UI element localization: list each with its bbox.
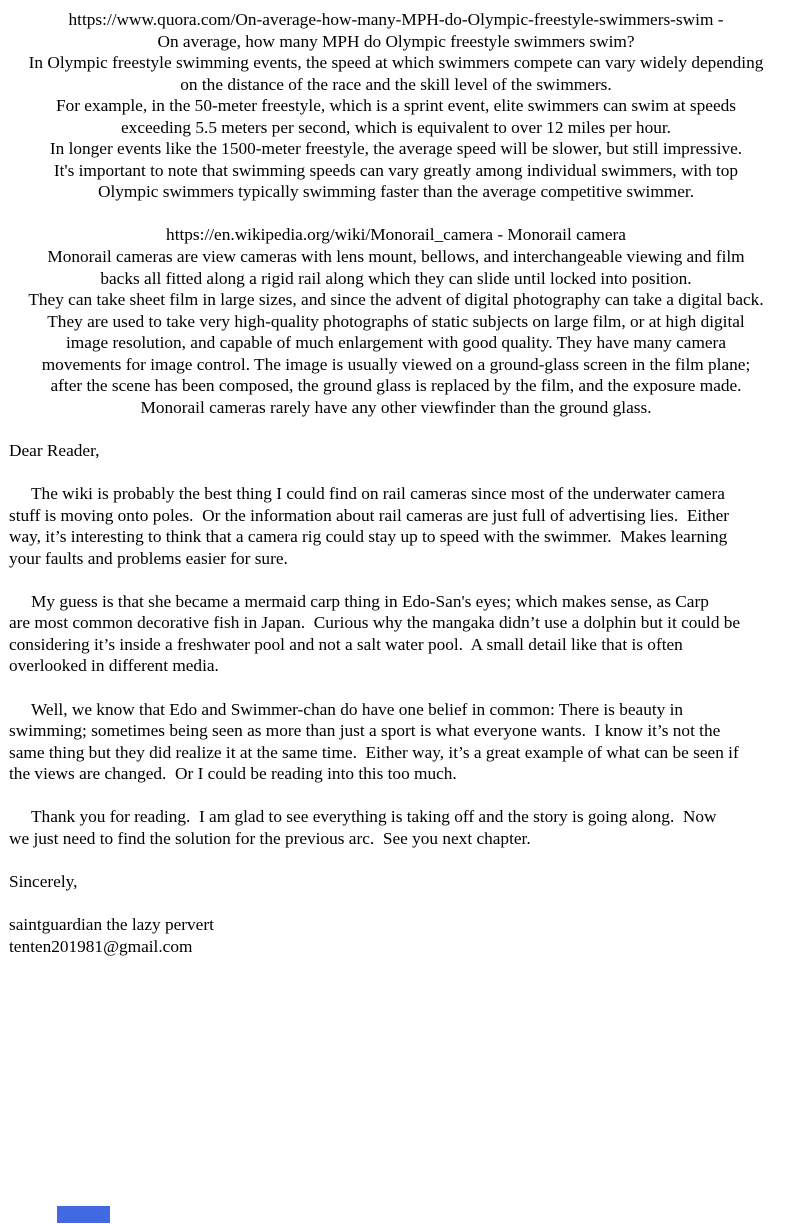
text-line: My guess is that she became a mermaid carp thing in Edo-San's eyes; which makes sense, as Carp	[31, 591, 709, 611]
text-line: Monorail cameras are view cameras with lens mount, bellows, and interchangeable viewing and film	[47, 247, 745, 267]
text-line: https://en.wikipedia.org/wiki/Monorail_camera - Monorail camera	[166, 225, 626, 245]
quora-excerpt-block	[9, 9, 783, 203]
wikipedia-excerpt-block	[9, 224, 783, 418]
closing: Sincerely,	[9, 871, 78, 891]
text-line: For example, in the 50-meter freestyle, which is a sprint event, elite swimmers can swim at speeds	[55, 96, 737, 116]
letter-paragraph-2	[9, 591, 783, 677]
text-line: On average, how many MPH do Olympic freestyle swimmers swim?	[157, 31, 635, 51]
text-line: They are used to take very high-quality photographs of static subjects on large film, or at high digital	[47, 311, 745, 331]
text-line: stuff is moving onto poles. Or the information about rail cameras are just full of advertising lies. Either	[9, 505, 730, 525]
signature-name: saintguardian the lazy pervert	[9, 914, 214, 934]
text-line: movements for image control. The image is usually viewed on a ground-glass screen in the film plane;	[41, 354, 751, 374]
letter-paragraph-3	[9, 699, 783, 785]
text-line: Monorail cameras rarely have any other viewfinder than the ground glass.	[140, 397, 652, 417]
text-line: https://www.quora.com/On-average-how-many-MPH-do-Olympic-freestyle-swimmers-swim -	[68, 10, 724, 29]
text-line: overlooked in different media.	[9, 656, 219, 676]
text-line: same thing but they did realize it at the same time. Either way, it’s a great example of what can be seen if	[9, 742, 739, 762]
text-line: on the distance of the race and the skill level of the swimmers.	[180, 74, 612, 94]
text-line: way, it’s interesting to think that a camera rig could stay up to speed with the swimmer. Makes learning	[9, 527, 728, 547]
text-line: your faults and problems easier for sure.	[9, 548, 288, 568]
text-line: the views are changed. Or I could be reading into this too much.	[9, 764, 457, 784]
blank-line	[9, 892, 783, 914]
blank-line	[9, 461, 783, 483]
text-line: It's important to note that swimming speeds can vary greatly among individual swimmers, with top	[53, 160, 739, 180]
text-line: The wiki is probably the best thing I could find on rail cameras since most of the underwater camera	[31, 484, 725, 504]
text-line: They can take sheet film in large sizes, and since the advent of digital photography can take a digital back.	[28, 290, 764, 310]
blank-line	[9, 785, 783, 807]
text-line: Thank you for reading. I am glad to see everything is taking off and the story is going along. Now	[31, 807, 717, 827]
text-line: exceeding 5.5 meters per second, which is equivalent to over 12 miles per hour.	[121, 117, 671, 137]
signature-email: tenten201981@gmail.com	[9, 936, 193, 956]
text-line: backs all fitted along a rigid rail along which they can slide until locked into position.	[100, 268, 692, 288]
blank-line	[9, 203, 783, 225]
text-line: In Olympic freestyle swimming events, the speed at which swimmers compete can vary widely depending	[28, 53, 764, 73]
text-line: considering it’s inside a freshwater pool and not a salt water pool. A small detail like that is often	[9, 634, 683, 654]
text-line: are most common decorative fish in Japan. Curious why the mangaka didn’t use a dolphin but it could be	[9, 613, 741, 633]
salutation: Dear Reader,	[9, 440, 100, 460]
text-line: In longer events like the 1500-meter freestyle, the average speed will be slower, but still impressive.	[49, 139, 743, 159]
letter-paragraph-4	[9, 806, 783, 849]
blue-selection-bar	[57, 1206, 110, 1223]
blank-line	[9, 677, 783, 699]
blank-line	[9, 569, 783, 591]
blank-line	[9, 849, 783, 871]
letter-paragraph-1	[9, 483, 783, 569]
text-line: after the scene has been composed, the ground glass is replaced by the film, and the exposure made.	[50, 376, 742, 396]
text-line: swimming; sometimes being seen as more than just a sport is what everyone wants. I know it’s not the	[9, 721, 721, 741]
text-line: Olympic swimmers typically swimming faster than the average competitive swimmer.	[97, 182, 695, 202]
text-line: image resolution, and capable of much enlargement with good quality. They have many camera	[66, 333, 726, 353]
text-line: we just need to find the solution for the previous arc. See you next chapter.	[9, 828, 531, 848]
blank-line	[9, 418, 783, 440]
text-line: Well, we know that Edo and Swimmer-chan do have one belief in common: There is beauty in	[31, 699, 684, 719]
